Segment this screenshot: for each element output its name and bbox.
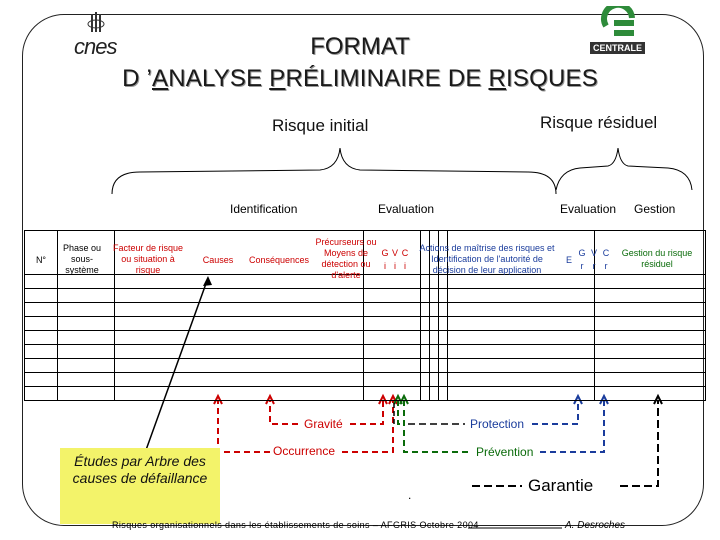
col-gr-sub: r — [580, 261, 584, 271]
col-gr: G — [578, 248, 586, 258]
title-line-2: D ’ANALYSE PRÉLIMINAIRE DE RISQUES — [122, 65, 598, 92]
col-phase: Phase ou sous-système — [62, 243, 102, 275]
evaluation-residuel-label: Evaluation — [560, 202, 617, 216]
protection-label: Protection — [470, 417, 525, 431]
col-g: G — [381, 248, 389, 258]
col-causes: Causes — [202, 255, 234, 265]
col-vr: V — [590, 248, 597, 258]
title-line-1: FORMAT — [310, 33, 410, 60]
col-e: E — [565, 255, 572, 265]
col-v: V — [391, 248, 398, 258]
footer-author: A. Desroches — [565, 520, 626, 531]
col-num: N° — [35, 255, 47, 265]
dot-mark: . — [408, 488, 412, 502]
occurrence-label: Occurrence — [273, 444, 336, 458]
header-cell — [25, 231, 58, 275]
col-gestion: Gestion du risque résiduel — [621, 248, 693, 269]
identification-label: Identification — [230, 202, 298, 216]
col-c: C — [401, 248, 409, 258]
col-vr-sub: r — [592, 261, 596, 271]
fault-tree-note: Études par Arbre des causes de défaillance — [60, 448, 220, 524]
col-facteur: Facteur de risque ou situation à risque — [112, 243, 184, 275]
cnes-logo-text: cnes — [74, 34, 117, 59]
risque-initial-label: Risque initial — [272, 116, 369, 135]
centrale-logo-text: CENTRALE — [590, 42, 645, 54]
evaluation-label: Evaluation — [378, 202, 435, 216]
col-precurseurs: Précurseurs ou Moyens de détection ou d'alerte — [315, 237, 377, 280]
footer-text: Risques organisationnels dans les établissements de soins – AFGRIS Octobre 2004 — [112, 520, 479, 530]
gestion-label: Gestion — [634, 202, 676, 216]
col-g-sub: i — [384, 261, 386, 271]
col-cr-sub: r — [604, 261, 608, 271]
col-c-sub: i — [404, 261, 406, 271]
col-v-sub: i — [394, 261, 396, 271]
col-cr: C — [602, 248, 610, 258]
prevention-label: Prévention — [476, 445, 534, 459]
col-consequences: Conséquences — [248, 255, 310, 265]
gravite-label: Gravité — [304, 417, 343, 431]
risque-residuel-label: Risque résiduel — [540, 113, 658, 132]
garantie-label: Garantie — [528, 476, 594, 495]
col-actions: Actions de maîtrise des risques et Identification de l'autorité de décision de leur application — [419, 243, 555, 275]
